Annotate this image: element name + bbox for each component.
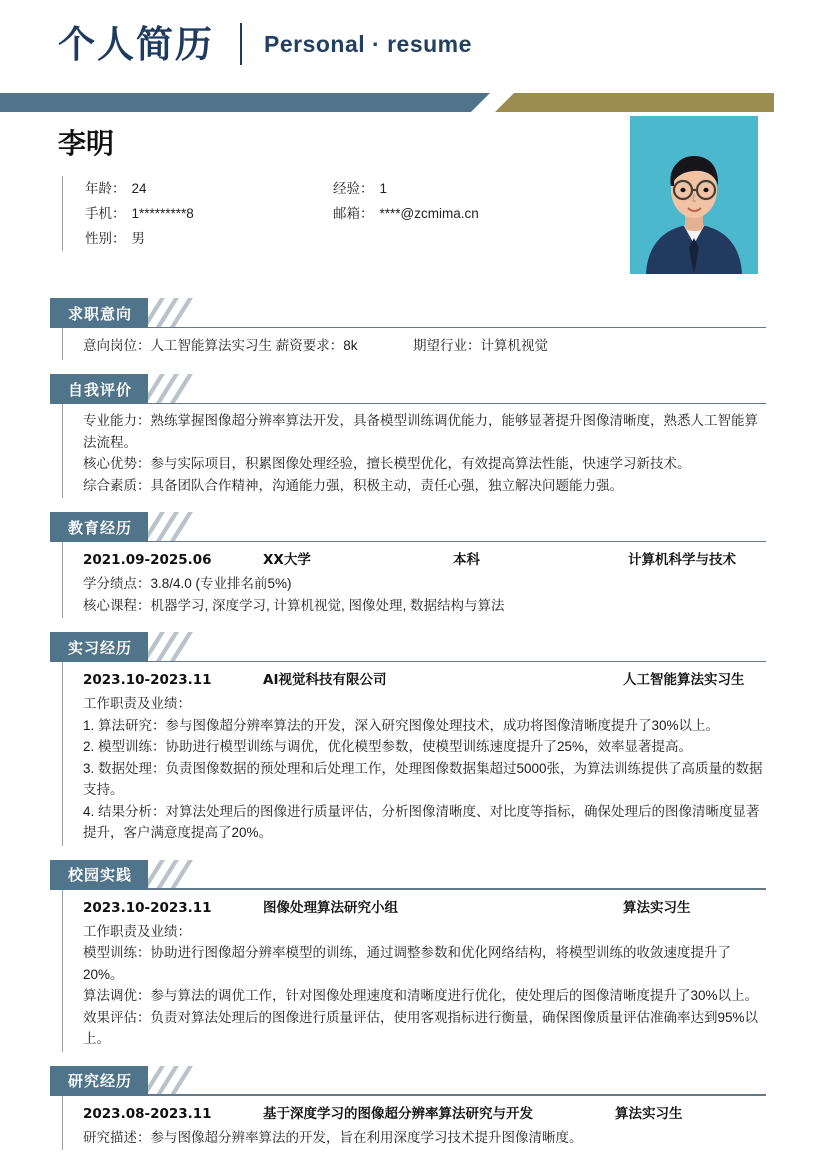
- internship-bullet: 4. 结果分析：对算法处理后的图像进行质量评估，分析图像清晰度、对比度等指标，确保处理后的图像清晰度显著提升，客户满意度提高了20%。: [83, 803, 760, 840]
- info-label: 邮箱：: [333, 206, 374, 221]
- section-header: [50, 512, 766, 542]
- research-description: 研究描述：参与图像超分辨率算法的开发，旨在利用深度学习技术提升图像清晰度。: [83, 1129, 583, 1145]
- section-body: [62, 328, 766, 360]
- job-intent-row: [83, 334, 766, 358]
- section-rule: [50, 661, 766, 663]
- info-value: 24: [131, 181, 147, 196]
- info-cell-experience: [333, 176, 387, 201]
- info-row: [85, 226, 582, 251]
- section-campus-practice: [0, 860, 820, 1052]
- education-row: [83, 548, 766, 572]
- section-title: 研究经历: [50, 1066, 148, 1096]
- profile-photo-illustration: [630, 116, 758, 274]
- title-divider: [240, 23, 242, 65]
- campus-subtitle: 工作职责及业绩：: [83, 923, 191, 939]
- info-cell-gender: [85, 226, 333, 251]
- education-school: XX大学: [263, 552, 311, 568]
- internship-bullet: 1. 算法研究：参与图像超分辨率算法的开发，深入研究图像处理技术，成功将图像清晰度提升了30%以上。: [83, 717, 720, 733]
- education-dates: 2021.09-2025.06: [83, 552, 212, 568]
- section-title: 校园实践: [50, 860, 148, 890]
- education-degree: 本科: [453, 552, 480, 568]
- campus-bullet: 算法调优：参与算法的调优工作，针对图像处理速度和清晰度进行优化，使处理后的图像清晰度提升了30%以上。: [83, 988, 759, 1003]
- info-cell-phone: [85, 201, 333, 226]
- section-stripes-icon: [142, 1066, 216, 1096]
- section-education: [0, 512, 820, 618]
- section-header: [50, 374, 766, 404]
- section-rule: [50, 327, 766, 329]
- info-cell-age: [85, 176, 333, 201]
- internship-bullet: 3. 数据处理：负责图像数据的预处理和后处理工作，处理图像数据集超过5000张，为算法训练提供了高质量的数据支持。: [83, 760, 763, 797]
- education-major: 计算机科学与技术: [628, 552, 736, 568]
- education-gpa: 学分绩点：3.8/4.0 (专业排名前5%): [83, 576, 292, 591]
- contact-info-grid: [62, 176, 582, 251]
- education-courses: 核心课程：机器学习, 深度学习, 计算机视觉, 图像处理, 数据结构与算法: [83, 597, 505, 613]
- internship-bullet: 2. 模型训练：协助进行模型训练与调优，优化模型参数，使模型训练速度提升了25%，效率显著提高。: [83, 739, 693, 754]
- info-label: 手机：: [85, 206, 126, 221]
- section-stripes-icon: [142, 632, 216, 662]
- self-eval-line: 专业能力：熟练掌握图像超分辨率算法开发，具备模型训练调优能力，能够显著提升图像清晰度，熟悉人工智能算法流程。: [83, 413, 758, 450]
- info-row: [85, 201, 582, 226]
- page-title-en: Personal · resume: [264, 30, 472, 57]
- section-self-evaluation: [0, 374, 820, 498]
- section-stripes-icon: [142, 512, 216, 542]
- campus-row: [83, 896, 766, 920]
- info-value: ****@zcmima.cn: [379, 206, 479, 221]
- section-header: [50, 1066, 766, 1096]
- page-header: [0, 0, 820, 112]
- profile-block: [0, 112, 820, 284]
- research-row: [83, 1102, 766, 1126]
- profile-photo: [630, 116, 758, 274]
- section-stripes-icon: [142, 860, 216, 890]
- research-role: 算法实习生: [615, 1105, 683, 1122]
- section-title: 教育经历: [50, 512, 148, 542]
- section-internship: [0, 632, 820, 846]
- info-row: [85, 176, 582, 201]
- campus-role: 算法实习生: [623, 899, 691, 916]
- section-rule: [50, 1094, 766, 1096]
- section-body: [62, 404, 766, 498]
- section-body: [62, 542, 766, 618]
- info-cell-email: [333, 201, 479, 226]
- section-title: 求职意向: [50, 298, 148, 328]
- section-title: 实习经历: [50, 632, 148, 662]
- research-topic: 基于深度学习的图像超分辨率算法研究与开发: [263, 1105, 533, 1122]
- section-header: [50, 632, 766, 662]
- campus-dates: 2023.10-2023.11: [83, 899, 212, 916]
- section-rule: [50, 403, 766, 405]
- info-label: 性别：: [85, 231, 126, 246]
- banner-teal-bar: [0, 93, 490, 112]
- info-value: 1: [379, 181, 388, 196]
- job-intent-industry: 期望行业：计算机视觉: [413, 338, 548, 353]
- info-value: 男: [131, 231, 145, 246]
- candidate-name: 李明: [58, 127, 115, 160]
- section-title: 自我评价: [50, 374, 148, 404]
- job-intent-position: 意向岗位：人工智能算法实习生 薪资要求：8k: [83, 338, 358, 353]
- internship-row: [83, 668, 766, 692]
- info-label: 经验：: [333, 181, 374, 196]
- section-body: [62, 662, 766, 846]
- internship-role: 人工智能算法实习生: [623, 672, 745, 688]
- section-research: [0, 1066, 820, 1151]
- header-banner: [0, 93, 820, 112]
- section-stripes-icon: [142, 298, 216, 328]
- banner-gold-bar: [495, 93, 774, 112]
- internship-dates: 2023.10-2023.11: [83, 672, 212, 688]
- section-rule: [50, 541, 766, 543]
- campus-group: 图像处理算法研究小组: [263, 899, 398, 916]
- internship-subtitle: 工作职责及业绩：: [83, 696, 191, 711]
- self-eval-line: 综合素质：具备团队合作精神，沟通能力强，积极主动，责任心强，独立解决问题能力强。: [83, 477, 623, 493]
- campus-bullet: 模型训练：协助进行图像超分辨率模型的训练，通过调整参数和优化网络结构，将模型训练的收敛速度提升了20%。: [83, 945, 731, 982]
- research-dates: 2023.08-2023.11: [83, 1105, 212, 1122]
- campus-bullet: 效果评估：负责对算法处理后的图像进行质量评估，使用客观指标进行衡量，确保图像质量评估准确率达到95%以上。: [83, 1009, 759, 1046]
- info-value: 1*********8: [131, 206, 194, 221]
- page-title-cn: 个人简历: [58, 22, 214, 66]
- info-label: 年龄：: [85, 181, 126, 196]
- self-eval-line: 核心优势：参与实际项目，积累图像处理经验，擅长模型优化，有效提高算法性能，快速学习新技术。: [83, 456, 691, 471]
- internship-company: AI视觉科技有限公司: [263, 672, 387, 688]
- section-header: [50, 298, 766, 328]
- section-header: [50, 860, 766, 890]
- section-rule: [50, 888, 766, 890]
- section-body: [62, 890, 766, 1052]
- section-stripes-icon: [142, 374, 216, 404]
- header-title-group: [0, 0, 820, 66]
- section-body: [62, 1096, 766, 1151]
- section-job-intent: [0, 298, 820, 360]
